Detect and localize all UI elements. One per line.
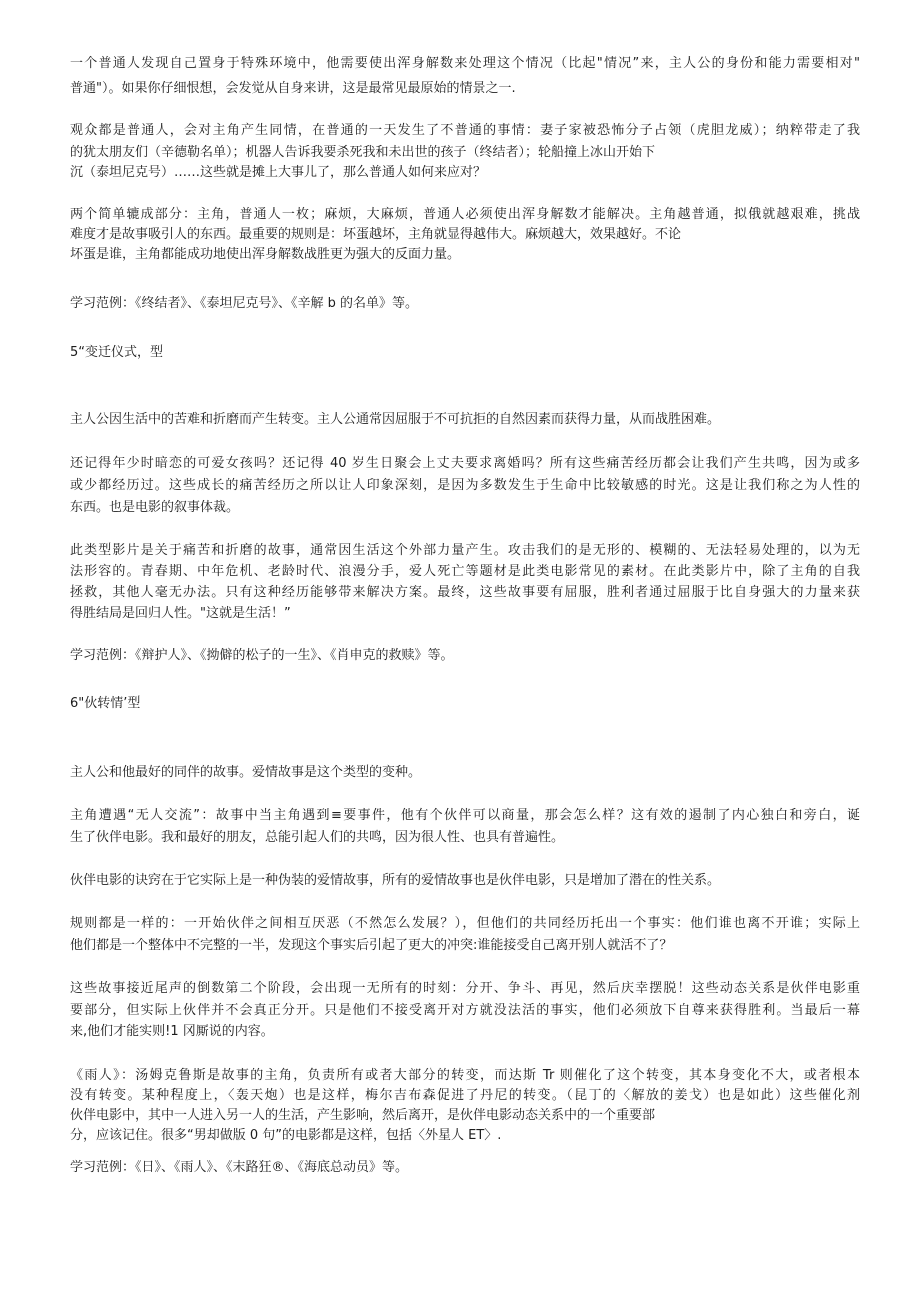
- body-text-line: 来,他们才能实则!1 冈厮说的内容。: [70, 1024, 274, 1039]
- section-heading: 5“变迁仪式，型: [70, 345, 164, 360]
- body-text-line: 或少都经历过。这些成长的痛苦经历之所以让人印象深刻，是因为多数发生于生命中比较敏感的时光。这是让我们称之为人性的: [70, 478, 860, 493]
- body-text-line: 主人公因生活中的苦难和折磨而产生转变。主人公通常因屈服于不可抗拒的自然因素而获得力量，从而战胜困难。: [70, 412, 721, 427]
- body-text-line: 一个普通人发现自己置身于特殊环境中，他需要使出浑身解数来处理这个情况（比起"情况”来，主人公的身份和能力需要相对": [70, 56, 860, 71]
- body-text-line: 生了伙伴电影。我和最好的朋友，总能引起人们的共鸣，因为很人性、也具有普遍性。: [70, 830, 565, 845]
- body-text-line: 东西。也是电影的叙事体裁。: [70, 500, 240, 515]
- body-text-line: 伙伴电影的诀窍在于它实际上是一种伪装的爱情故事，所有的爱情故事也是伙伴电影，只是增加了潜在的性关系。: [70, 873, 721, 888]
- body-text-line: 规则都是一样的：一开始伙伴之间相互厌恶（不然怎么发展？），但他们的共同经历托出一个事实：他们谁也离不开谁；实际上: [70, 916, 860, 931]
- body-text-line: 拯救，其他人毫无办法。只有这种经历能够带来解决方案。最终，这些故事要有屈服，胜利者通过屈服于比自身强大的力量来获: [70, 585, 860, 600]
- body-text-line: 法形容的。青春期、中年危机、老龄时代、浪漫分手，爱人死亡等题材是此类电影常见的素材。在此类影片中，除了主角的自我: [70, 564, 860, 579]
- section-heading: 6"伙转情’型: [70, 696, 141, 711]
- example-line: 学习范例：《日》、《雨人》、《末路狂®、《海底总动员》等。: [70, 1160, 409, 1175]
- body-text-line: 他们都是一个整体中不完整的一半，发现这个事实后引起了更大的冲突:谁能接受自己离开别人就活不了？: [70, 938, 673, 953]
- body-text-line: 伙伴电影中，其中一人进入另一人的生活，产生影响，然后离开，是伙伴电影动态关系中的一个重要部: [70, 1108, 656, 1123]
- example-line: 学习范例：《辩护人》、《拗僻的松子的一生》、《肖申克的救赎》等。: [70, 648, 454, 663]
- body-text-line: 还记得年少时暗恋的可爱女孩吗？还记得 40 岁生日聚会上丈夫要求离婚吗？所有这些痛苦经历都会让我们产生共鸣，因为或多: [70, 456, 860, 471]
- body-text-line: 两个简单辘成部分：主角，普通人一枚；麻烦，大麻烦，普通人必须使出浑身解数才能解决。主角越普通，拟俄就越艰难，挑战: [70, 207, 860, 222]
- body-text-line: 难度才是故事吸引人的东西。最重要的规则是：坏蛋越坏，主角就显得越伟大。麻烦越大，效果越好。不论: [70, 227, 682, 242]
- body-text-line: 主角遭遇“无人交流”：故事中当主角遇到≡要事件，他有个伙伴可以商量，那会怎么样？这有效的遏制了内心独白和旁白，诞: [70, 808, 860, 823]
- body-text-line: 没有转变。某种程度上，〈轰天炮）也是这样，梅尔吉布森促进了丹尼的转变。（昆丁的〈解放的姜戈）也是如此）这些催化剂: [70, 1088, 860, 1103]
- body-text-line: 的犹太朋友们（辛德勒名单）；机器人告诉我要杀死我和未出世的孩子（终结者）；轮船撞上冰山开始下: [70, 145, 656, 160]
- body-text-line: 坏蛋是谁，主角都能成功地使出浑身解数战胜更为强大的反面力量。: [70, 247, 461, 262]
- body-text-line: 普通"）。如果你仔细恨想，会发觉从自身来讲，这是最常见最原始的情景之一.: [70, 81, 516, 96]
- body-text-line: 沉（泰坦尼克号）……这些就是摊上大事儿了，那么普通人如何来应对？: [70, 165, 487, 180]
- example-line: 学习范例：《终结者》、《泰坦尼克号》、《辛解 b 的名单》等。: [70, 296, 419, 311]
- body-text-line: 这些故事接近尾声的倒数第二个阶段，会出现一无所有的时刻：分开、争斗、再见，然后庆幸摆脱！这些动态关系是伙伴电影重: [70, 981, 860, 996]
- body-text-line: 主人公和他最好的同伴的故事。爱情故事是这个类型的变种。: [70, 765, 422, 780]
- body-text-line: 分，应该记住。很多“男却做版 0 句”的电影都是这样，包括〈外星人 ET〉.: [70, 1128, 502, 1143]
- body-text-line: 得胜结局是回归人性。"这就是生活！”: [70, 606, 291, 621]
- body-text-line: 此类型影片是关于痛苦和折磨的故事，通常因生活这个外部力量产生。攻击我们的是无形的、模糊的、无法轻易处理的，以为无: [70, 543, 860, 558]
- body-text-line: 《雨人》：汤姆克鲁斯是故事的主角，负责所有或者大部分的转变，而达斯 Tr 则催化了这个转变，其本身变化不大，或者根本: [70, 1068, 860, 1083]
- body-text-line: 要部分，但实际上伙伴并不会真正分开。只是他们不接受离开对方就没法活的事实，他们必须放下自尊来获得胜利。当最后一幕: [70, 1003, 860, 1018]
- body-text-line: 观众都是普通人，会对主角产生同情，在普通的一天发生了不普通的事情：妻子家被恐怖分子占领（虎胆龙威）；纳粹带走了我: [70, 123, 860, 138]
